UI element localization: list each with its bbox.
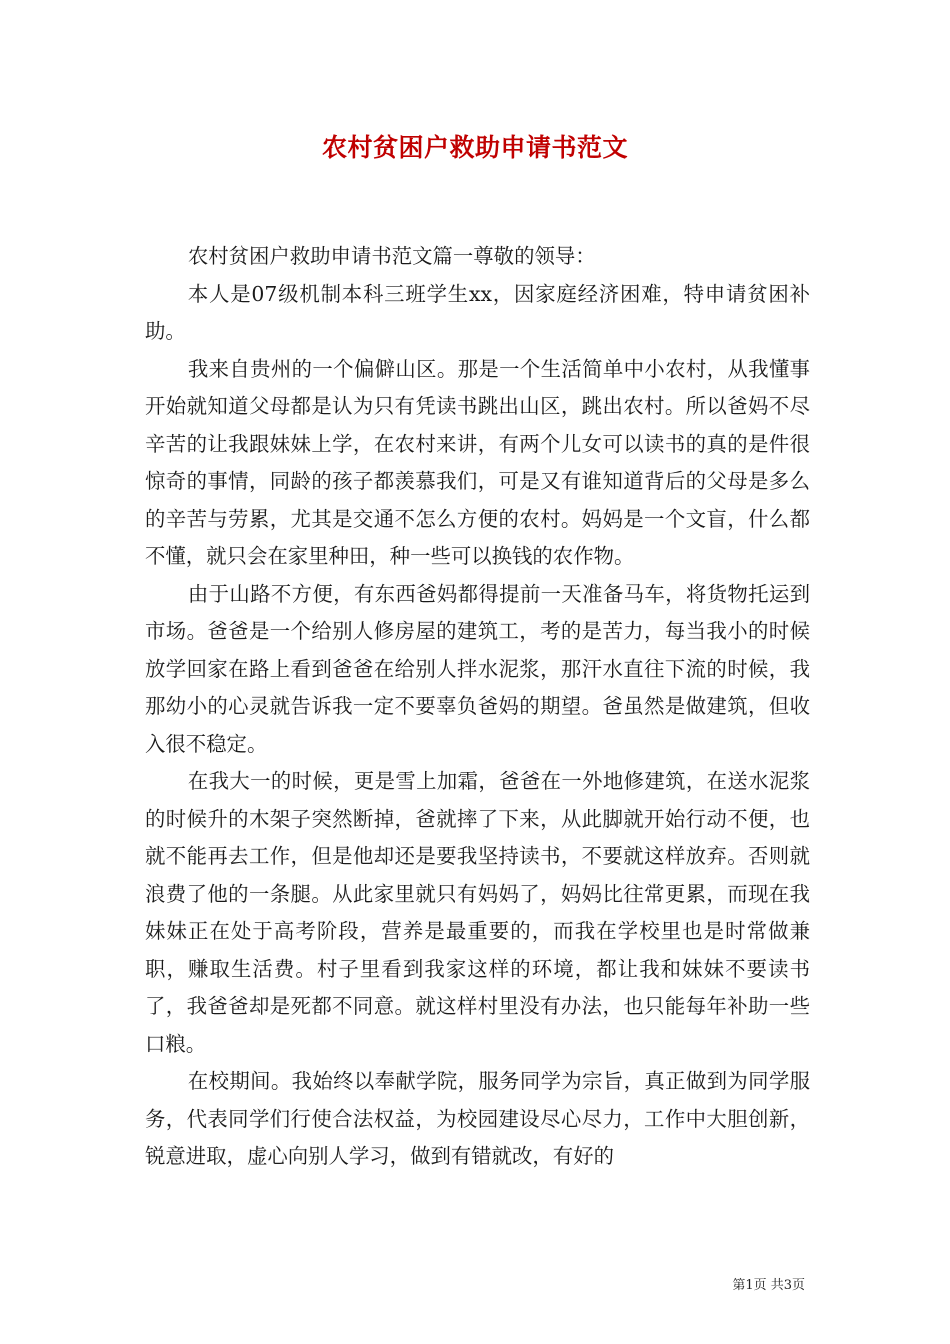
paragraph-background: 我来自贵州的一个偏僻山区。那是一个生活简单中小农村，从我懂事开始就知道父母都是认为只有凭读书跳出山区，跳出农村。所以爸妈不尽辛苦的让我跟妹妹上学，在农村来讲，有两个儿女可以读书的真的是件很惊奇的事情，同龄的孩子都羡慕我们，可是又有谁知道背后的父母是多么的辛苦与劳累，尤其是交通不怎么方便的农村。妈妈是一个文盲，什么都不懂，就只会在家里种田，种一些可以换钱的农作物。	[145, 356, 810, 568]
page-title: 农村贫困户救助申请书范文	[321, 133, 628, 162]
paragraph-salutation: 农村贫困户救助申请书范文篇一尊敬的领导：	[187, 244, 596, 268]
paragraph-father-work: 由于山路不方便，有东西爸妈都得提前一天准备马车，将货物托运到市场。爸爸是一个给别人修房屋的建筑工，考的是苦力，每当我小的时候放学回家在路上看到爸爸在给别人拌水泥浆，那汗水直往下流的时候，我那幼小的心灵就告诉我一定不要辜负爸妈的期望。爸虽然是做建筑，但收入很不稳定。	[145, 581, 810, 756]
paragraph-accident: 在我大一的时候，更是雪上加霜，爸爸在一外地修建筑，在送水泥浆的时候升的木架子突然断掉，爸就摔了下来，从此脚就开始行动不便，也就不能再去工作，但是他却还是要我坚持读书，不要就这样放弃。否则就浪费了他的一条腿。从此家里就只有妈妈了，妈妈比往常更累，而现在我妹妹正在处于高考阶段，营养是最重要的，而我在学校里也是时常做兼职，赚取生活费。村子里看到我家这样的环境，都让我和妹妹不要读书了，我爸爸却是死都不同意。就这样村里没有办法，也只能每年补助一些口粮。	[145, 769, 810, 1056]
document-body	[145, 238, 810, 1176]
paragraph-school-period: 在校期间。我始终以奉献学院，服务同学为宗旨，真正做到为同学服务，代表同学们行使合法权益，为校园建设尽心尽力，工作中大胆创新，锐意进取，虚心向别人学习，做到有错就改，有好的	[145, 1069, 810, 1168]
paragraph-intro: 本人是07级机制本科三班学生xx，因家庭经济困难，特申请贫困补助。	[145, 281, 810, 343]
page-number: 第1页 共3页	[732, 1278, 805, 1293]
